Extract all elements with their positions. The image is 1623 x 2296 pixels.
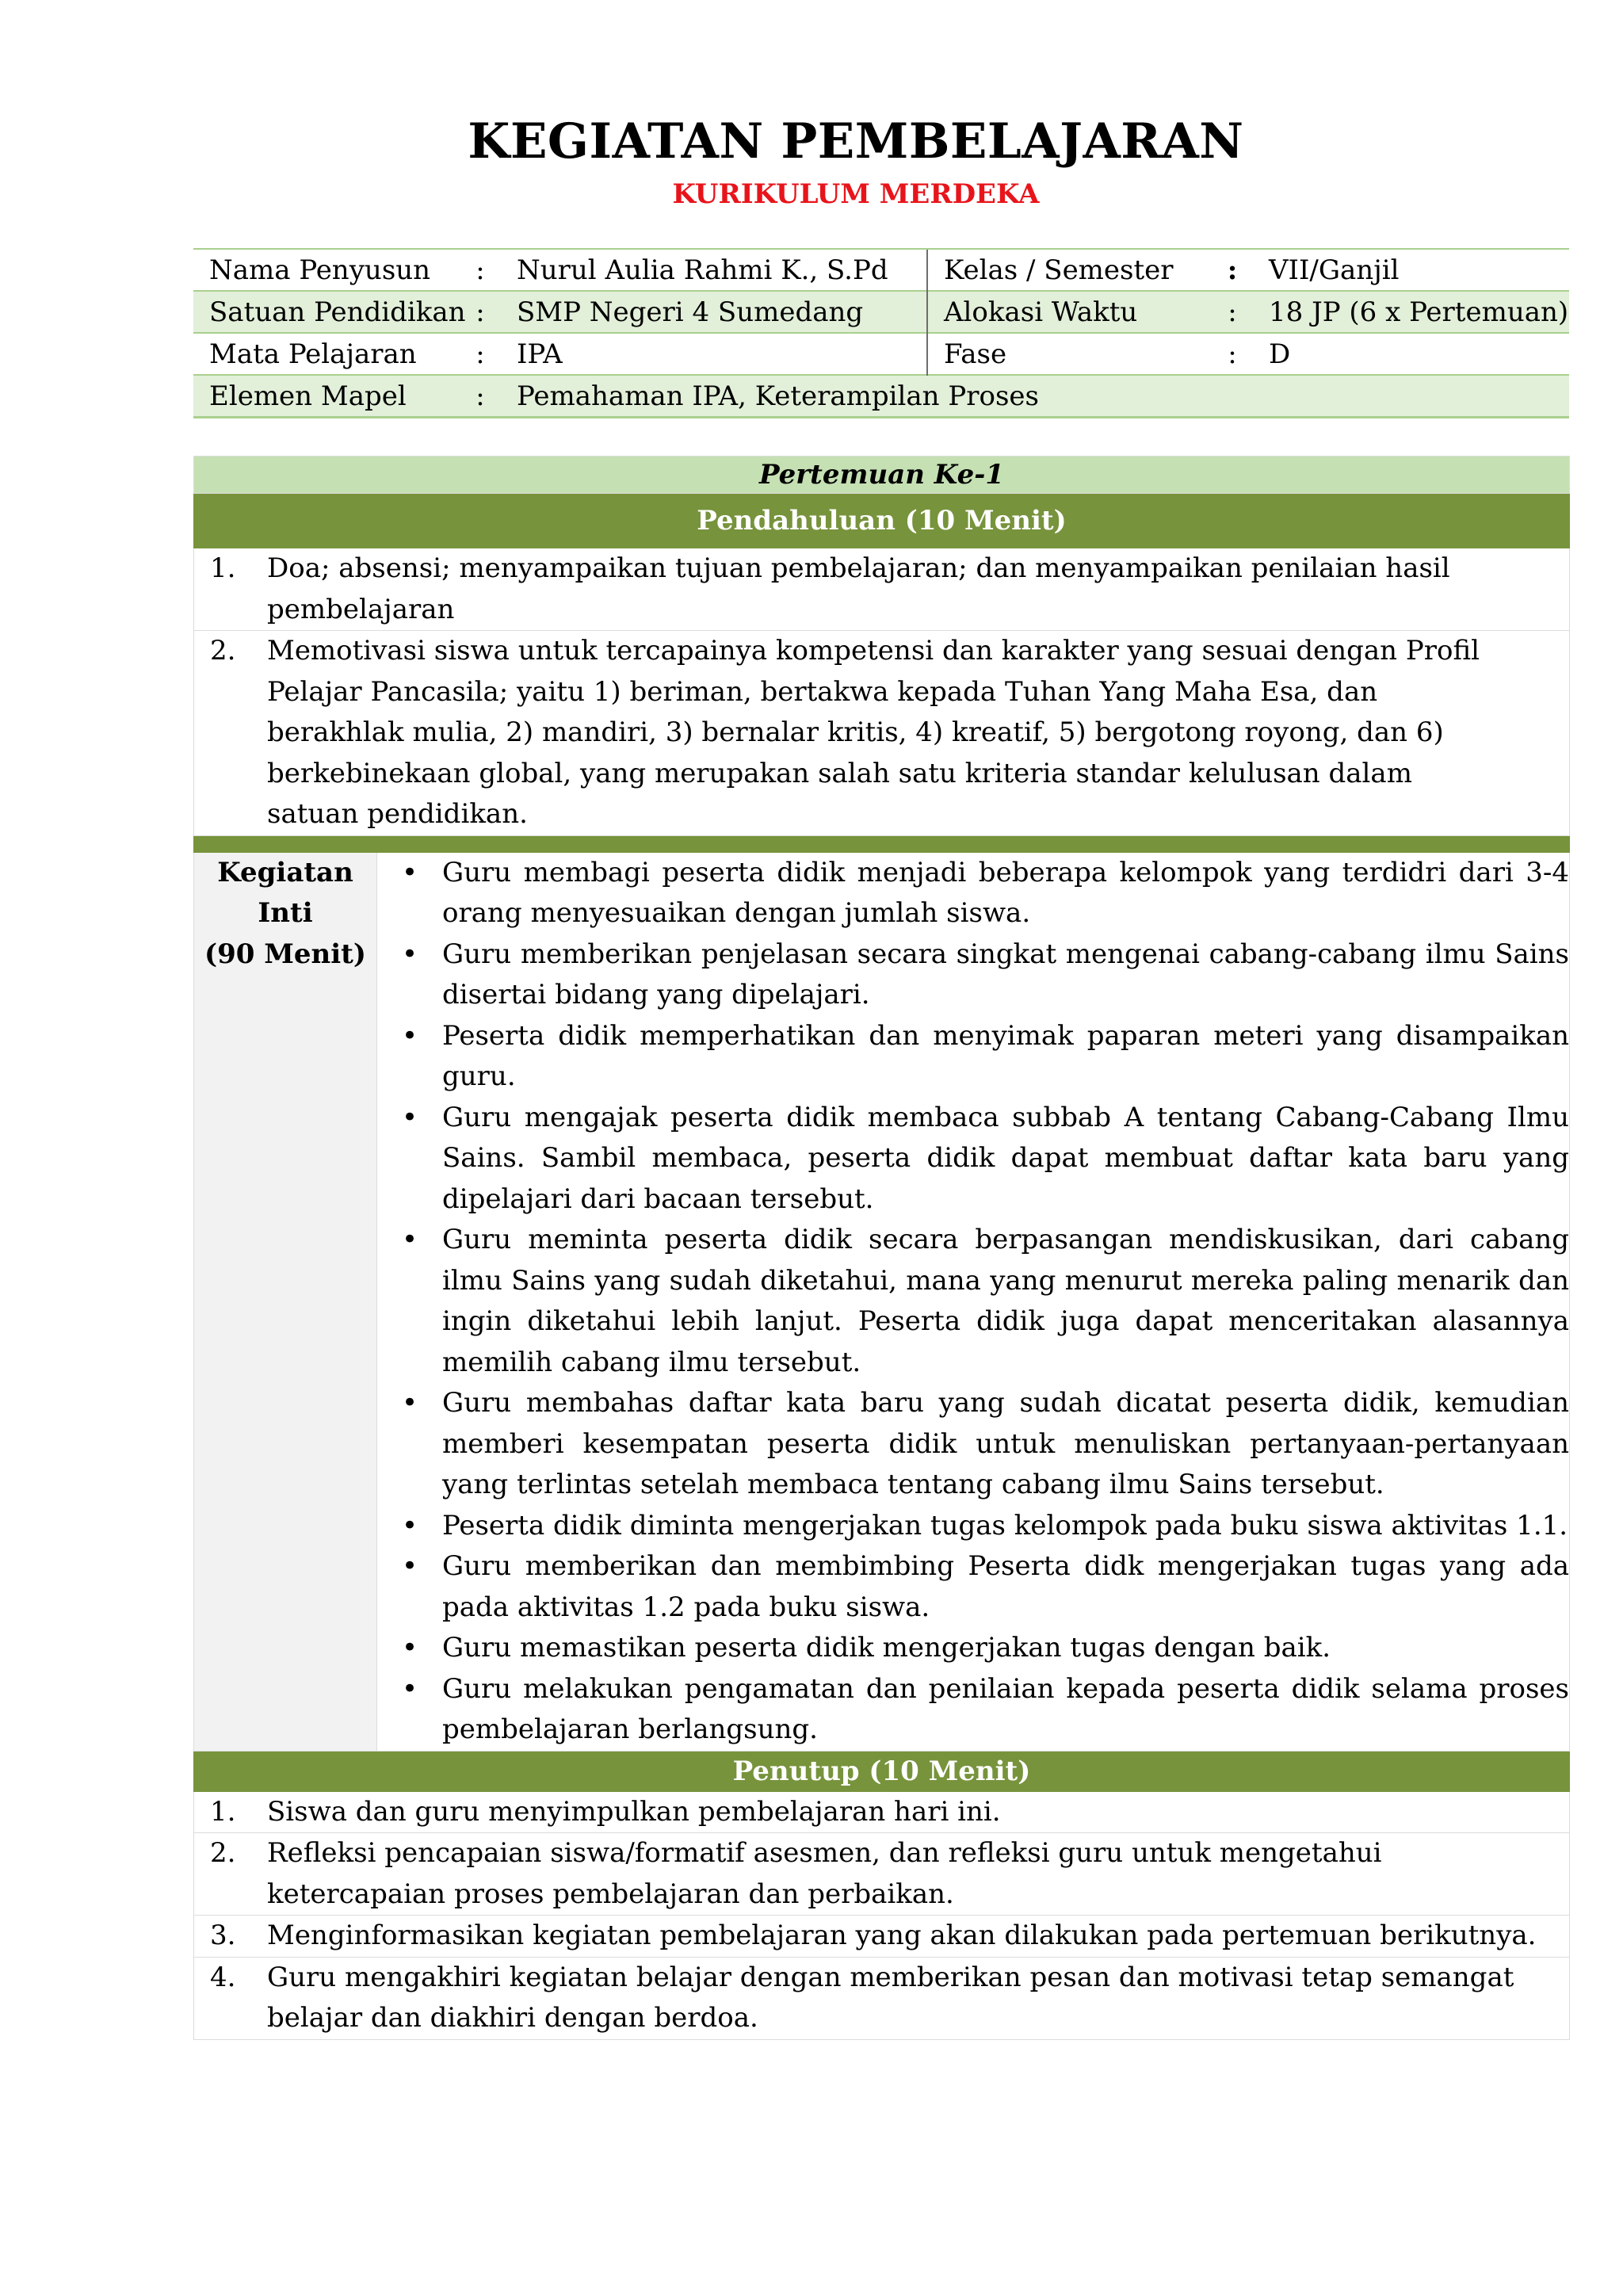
activity-table bbox=[193, 456, 1570, 2040]
identity-row bbox=[193, 375, 1569, 418]
section-header-row bbox=[194, 494, 1570, 548]
list-item bbox=[377, 1098, 1569, 1221]
item-text: Guru meminta peserta didik secara berpasangan mendiskusikan, dari cabang ilmu Sains yang sudah diketahui, mana yang menurut mereka paling menarik dan ingin diketahui lebih lanjut. Peserta didik juga dapat menceritakan alasannya memilih cabang ilmu tersebut. bbox=[442, 1224, 1569, 1378]
item-text: Refleksi pencapaian siswa/formatif asesmen, dan refleksi guru untuk mengetahui ketercapaian proses pembelajaran dan perbaikan. bbox=[267, 1837, 1382, 1910]
pendahuluan-heading: Pendahuluan (10 Menit) bbox=[194, 494, 1570, 548]
field-value: Nurul Aulia Rahmi K., S.Pd bbox=[501, 249, 927, 291]
item-number: 4. bbox=[210, 1961, 236, 1993]
list-item bbox=[377, 853, 1569, 934]
field-colon: : bbox=[460, 291, 501, 333]
field-value: 18 JP (6 x Pertemuan) bbox=[1253, 291, 1569, 333]
inti-label-line: Inti bbox=[258, 897, 313, 929]
inti-row bbox=[194, 852, 1570, 1751]
bullet: • bbox=[401, 1387, 418, 1419]
item-text: Guru melakukan pengamatan dan penilaian kepada peserta didik selama proses pembelajaran berlangsung. bbox=[442, 1672, 1569, 1745]
penutup-heading: Penutup (10 Menit) bbox=[194, 1751, 1570, 1791]
bullet: • bbox=[401, 1550, 418, 1582]
field-value: Pemahaman IPA, Keterampilan Proses bbox=[501, 375, 1569, 418]
field-value: SMP Negeri 4 Sumedang bbox=[501, 291, 927, 333]
field-colon: : bbox=[1212, 249, 1253, 291]
identity-row bbox=[193, 333, 1569, 375]
item-text: Guru mengajak peserta didik membaca subbab A tentang Cabang-Cabang Ilmu Sains. Sambil membaca, peserta didik dapat membuat daftar kata baru yang dipelajari dari bacaan tersebut. bbox=[442, 1101, 1569, 1215]
item-text: Siswa dan guru menyimpulkan pembelajaran hari ini. bbox=[267, 1795, 1001, 1828]
list-item bbox=[377, 1628, 1569, 1669]
item-number: 2. bbox=[210, 635, 236, 667]
item-text: Guru membahas daftar kata baru yang sudah dicatat peserta didik, kemudian memberi kesempatan peserta didik untuk menuliskan pertanyaan-pertanyaan yang terlintas setelah membaca tentang cabang ilmu Sains tersebut. bbox=[442, 1387, 1569, 1500]
identity-row bbox=[193, 249, 1569, 291]
bullet: • bbox=[401, 856, 418, 888]
list-item bbox=[377, 1383, 1569, 1506]
field-label: Kelas / Semester bbox=[927, 249, 1212, 291]
field-label: Mata Pelajaran bbox=[193, 333, 460, 375]
field-label: Satuan Pendidikan bbox=[193, 291, 460, 333]
field-colon: : bbox=[1212, 333, 1253, 375]
field-colon: : bbox=[1212, 291, 1253, 333]
field-colon: : bbox=[460, 375, 501, 418]
item-text: Peserta didik diminta mengerjakan tugas kelompok pada buku siswa aktivitas 1.1. bbox=[442, 1509, 1568, 1541]
list-item bbox=[377, 1546, 1569, 1628]
bullet: • bbox=[401, 1672, 418, 1705]
list-item bbox=[377, 1506, 1569, 1547]
field-colon: : bbox=[460, 249, 501, 291]
field-label: Nama Penyusun bbox=[193, 249, 460, 291]
item-number: 1. bbox=[210, 552, 236, 584]
meeting-title: Pertemuan Ke-1 bbox=[194, 457, 1570, 494]
list-item bbox=[194, 1791, 1570, 1833]
identity-row bbox=[193, 291, 1569, 333]
list-item bbox=[377, 1669, 1569, 1751]
item-text: Menginformasikan kegiatan pembelajaran yang akan dilakukan pada pertemuan berikutnya. bbox=[267, 1920, 1537, 1951]
section-divider bbox=[194, 835, 1570, 852]
field-value: IPA bbox=[501, 333, 927, 375]
page-title: KEGIATAN PEMBELAJARAN bbox=[468, 113, 1244, 170]
list-item bbox=[194, 1916, 1570, 1958]
section-header-row bbox=[194, 1751, 1570, 1791]
list-item bbox=[194, 548, 1570, 631]
meeting-header-row bbox=[194, 457, 1570, 494]
page-subtitle: KURIKULUM MERDEKA bbox=[672, 178, 1040, 210]
list-item bbox=[377, 934, 1569, 1016]
inti-label-line: (90 Menit) bbox=[204, 938, 366, 970]
field-value: D bbox=[1253, 333, 1569, 375]
list-item bbox=[194, 1957, 1570, 2039]
list-item bbox=[194, 631, 1570, 836]
bullet: • bbox=[401, 1224, 418, 1255]
bullet: • bbox=[401, 1632, 418, 1664]
bullet: • bbox=[401, 938, 418, 970]
field-label: Elemen Mapel bbox=[193, 375, 460, 418]
item-text: Guru memberikan penjelasan secara singkat mengenai cabang-cabang ilmu Sains disertai bidang yang dipelajari. bbox=[442, 938, 1569, 1010]
item-text: Guru memastikan peserta didik mengerjakan tugas dengan baik. bbox=[442, 1632, 1331, 1664]
bullet: • bbox=[401, 1101, 418, 1133]
list-item bbox=[377, 1016, 1569, 1098]
item-number: 1. bbox=[210, 1795, 236, 1828]
inti-label-line: Kegiatan bbox=[217, 856, 353, 888]
item-number: 3. bbox=[210, 1920, 236, 1951]
bullet: • bbox=[401, 1019, 418, 1052]
bullet: • bbox=[401, 1509, 418, 1541]
item-text: Guru membagi peserta didik menjadi beberapa kelompok yang terdidri dari 3-4 orang menyesuaikan dengan jumlah siswa. bbox=[442, 856, 1569, 929]
item-text: Guru memberikan dan membimbing Peserta didk mengerjakan tugas yang ada pada aktivitas 1.2 pada buku siswa. bbox=[442, 1550, 1569, 1623]
list-item bbox=[377, 1220, 1569, 1383]
inti-list bbox=[377, 852, 1570, 1751]
item-text: Guru mengakhiri kegiatan belajar dengan memberikan pesan dan motivasi tetap semangat belajar dan diakhiri dengan berdoa. bbox=[267, 1961, 1514, 2034]
field-value: VII/Ganjil bbox=[1253, 249, 1569, 291]
field-colon: : bbox=[460, 333, 501, 375]
item-number: 2. bbox=[210, 1837, 236, 1869]
item-text: Peserta didik memperhatikan dan menyimak paparan meteri yang disampaikan guru. bbox=[442, 1019, 1569, 1092]
item-text: Memotivasi siswa untuk tercapainya kompetensi dan karakter yang sesuai dengan Profil Pelajar Pancasila; yaitu 1) beriman, bertakwa kepada Tuhan Yang Maha Esa, dan berakhlak mulia, 2) mandiri, 3) bernalar kritis, 4) kreatif, 5) bergotong royong, dan 6) berkebinekaan global, yang merupakan salah satu kriteria standar kelulusan dalam satuan pendidikan. bbox=[267, 635, 1480, 830]
field-label: Fase bbox=[927, 333, 1212, 375]
item-text: Doa; absensi; menyampaikan tujuan pembelajaran; dan menyampaikan penilaian hasil pembelajaran bbox=[267, 552, 1450, 625]
list-item bbox=[194, 1833, 1570, 1916]
inti-label bbox=[194, 852, 377, 1751]
field-label: Alokasi Waktu bbox=[927, 291, 1212, 333]
identity-table bbox=[193, 248, 1569, 418]
